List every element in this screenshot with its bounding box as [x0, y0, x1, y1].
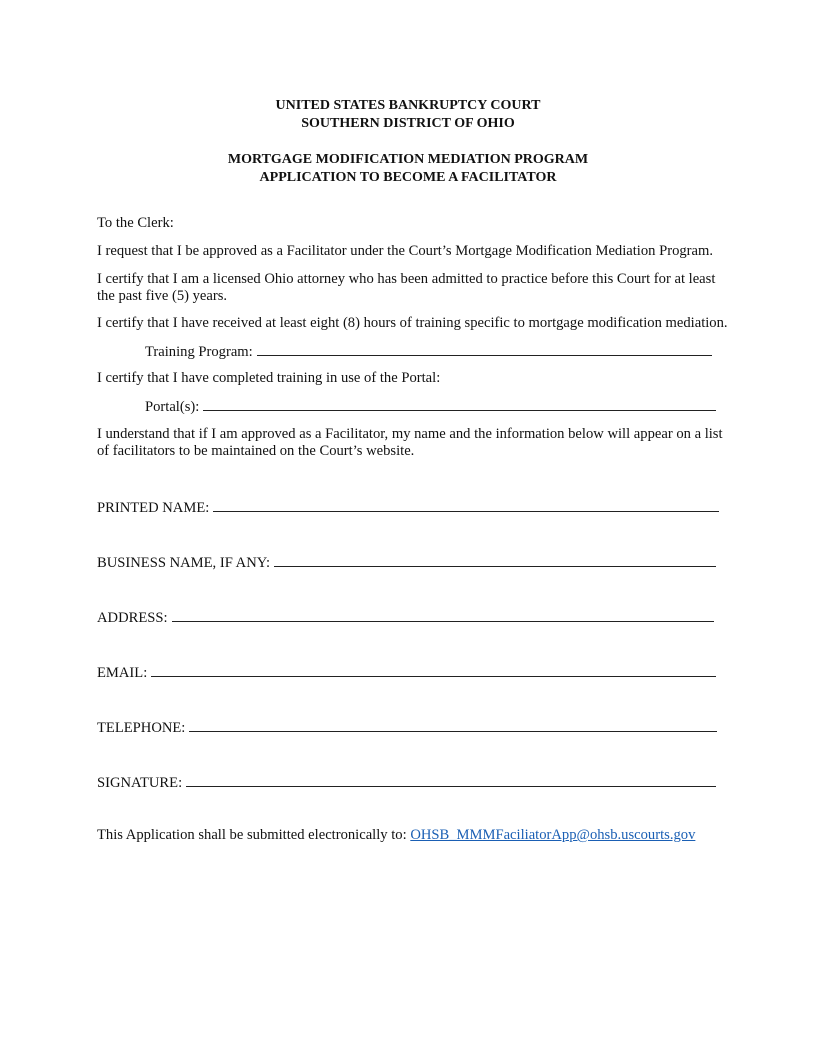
telephone-label: TELEPHONE:: [97, 720, 186, 736]
training-program-label: Training Program:: [145, 344, 253, 360]
district-name: SOUTHERN DISTRICT OF OHIO: [301, 116, 515, 131]
address-field[interactable]: [97, 608, 714, 627]
email-input[interactable]: [151, 663, 716, 677]
court-name: UNITED STATES BANKRUPTCY COURT: [275, 98, 541, 113]
portal-input[interactable]: [203, 397, 716, 411]
printed-name-field[interactable]: [97, 498, 719, 517]
understand-line1: I understand that if I am approved as a Facilitator, my name and the information below will appear on a list: [97, 426, 723, 442]
certify-attorney-line1: I certify that I am a licensed Ohio attorney who has been admitted to practice before this Court for at least: [97, 271, 716, 287]
business-name-label: BUSINESS NAME, IF ANY:: [97, 555, 271, 571]
address-label: ADDRESS:: [97, 610, 168, 626]
salutation: To the Clerk:: [97, 215, 174, 231]
document-title: APPLICATION TO BECOME A FACILITATOR: [259, 170, 557, 185]
request-paragraph: I request that I be approved as a Facilitator under the Court’s Mortgage Modification Mediation Program.: [97, 243, 714, 259]
printed-name-input[interactable]: [213, 498, 719, 512]
program-title: MORTGAGE MODIFICATION MEDIATION PROGRAM: [227, 152, 589, 167]
portal-label: Portal(s):: [145, 399, 200, 415]
telephone-input[interactable]: [189, 718, 717, 732]
portal-field[interactable]: [145, 397, 716, 416]
certify-portal: I certify that I have completed training in use of the Portal:: [97, 370, 441, 386]
submission-email-link[interactable]: OHSB_MMMFaciliatorApp@ohsb.uscourts.gov: [410, 827, 696, 843]
email-label: EMAIL:: [97, 665, 148, 681]
email-field[interactable]: [97, 663, 716, 682]
training-program-input[interactable]: [257, 342, 712, 356]
certify-attorney-line2: the past five (5) years.: [97, 288, 228, 304]
training-program-field[interactable]: [145, 342, 712, 361]
business-name-input[interactable]: [274, 553, 716, 567]
signature-input[interactable]: [186, 773, 716, 787]
address-input[interactable]: [172, 608, 714, 622]
submission-text: This Application shall be submitted electronically to:: [97, 827, 407, 843]
signature-field[interactable]: [97, 773, 716, 792]
telephone-field[interactable]: [97, 718, 717, 737]
printed-name-label: PRINTED NAME:: [97, 500, 210, 516]
understand-line2: of facilitators to be maintained on the Court’s website.: [97, 443, 415, 459]
signature-label: SIGNATURE:: [97, 775, 183, 791]
certify-training: I certify that I have received at least eight (8) hours of training specific to mortgage modification mediation.: [97, 315, 728, 331]
business-name-field[interactable]: [97, 553, 716, 572]
submission-note: [97, 827, 695, 844]
